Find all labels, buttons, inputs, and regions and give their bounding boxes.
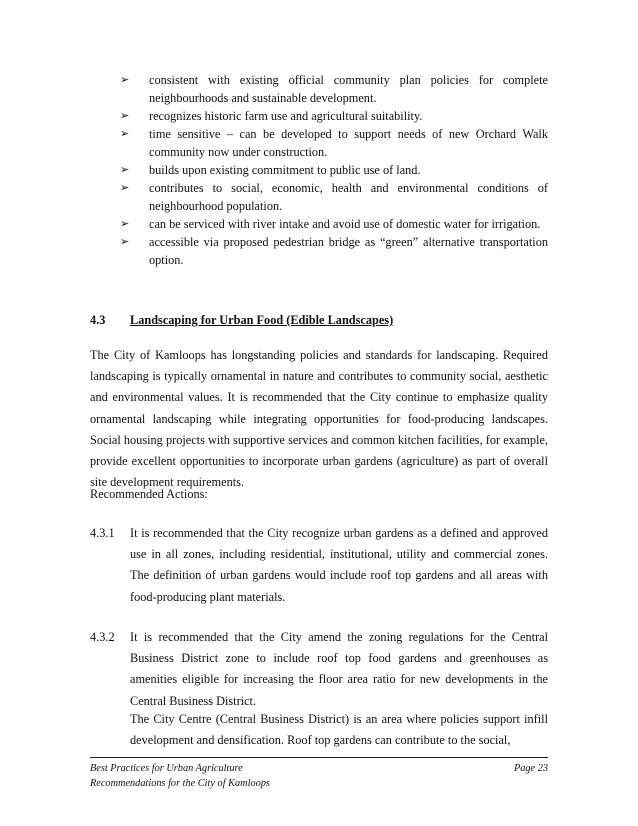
bullet-list: [120, 71, 548, 269]
recommended-actions-label: Recommended Actions:: [90, 487, 208, 501]
section-heading: [90, 311, 550, 329]
intro-paragraph: The City of Kamloops has longstanding policies and standards for landscaping. Required landscaping is typically ornamental in nature and contributes to community social, aesthetic and environmental values. It is recommended that the City continue to emphasize quality ornamental landscaping while integrating opportunities for food-producing landscapes. Social housing projects with supportive services and common kitchen facilities, for example, provide excellent opportunities to incorporate urban gardens (agriculture) as part of overall site development requirements.: [90, 348, 548, 490]
action-number: 4.3.1: [90, 526, 115, 540]
bullet-item: [120, 71, 548, 107]
bullet-item: [120, 215, 548, 233]
arrow-bullet-icon: ➢: [120, 163, 130, 176]
bullet-item: [120, 161, 548, 179]
bullet-item: [120, 233, 548, 269]
arrow-bullet-icon: ➢: [120, 181, 130, 194]
action-item: [90, 523, 548, 608]
bullet-text: builds upon existing commitment to public use of land.: [149, 163, 421, 177]
arrow-bullet-icon: ➢: [120, 127, 130, 140]
section-title: Landscaping for Urban Food (Edible Landscapes): [130, 313, 394, 327]
action-item: [90, 627, 548, 712]
action-number: 4.3.2: [90, 630, 115, 644]
bullet-text: contributes to social, economic, health and environmental conditions of neighbourhood population.: [149, 181, 548, 213]
page-footer: [90, 761, 548, 791]
bullet-item: [120, 179, 548, 215]
arrow-bullet-icon: ➢: [120, 109, 130, 122]
action-text: It is recommended that the City recognize urban gardens as a defined and approved use in all zones, including residential, institutional, utility and commercial zones. The definition of urban gardens would include roof top gardens and all areas with food-producing plant materials.: [130, 526, 548, 604]
bullet-text: time sensitive – can be developed to support needs of new Orchard Walk community now under construction.: [149, 127, 548, 159]
bullet-text: accessible via proposed pedestrian bridge as “green” alternative transportation option.: [149, 235, 548, 267]
page-number: Page 23: [513, 763, 548, 774]
action-text: It is recommended that the City amend the zoning regulations for the Central Business District zone to include roof top food gardens and greenhouses as amenities eligible for increasing the floor area ratio for new developments in the Central Business District.: [130, 630, 548, 708]
bullet-item: [120, 107, 548, 125]
bullet-item: [120, 125, 548, 161]
followup-paragraph: The City Centre (Central Business District) is an area where policies support infill development and densification. Roof top gardens can contribute to the social,: [130, 712, 548, 748]
footer-divider: [90, 757, 548, 758]
bullet-text: recognizes historic farm use and agricultural suitability.: [149, 109, 423, 123]
bullet-text: can be serviced with river intake and avoid use of domestic water for irrigation.: [149, 217, 541, 231]
footer-subtitle: Recommendations for the City of Kamloops: [90, 778, 270, 789]
section-number: 4.3: [90, 313, 106, 327]
arrow-bullet-icon: ➢: [120, 73, 130, 86]
arrow-bullet-icon: ➢: [120, 235, 130, 248]
bullet-text: consistent with existing official community plan policies for complete neighbourhoods and sustainable development.: [149, 73, 548, 105]
arrow-bullet-icon: ➢: [120, 217, 130, 230]
footer-title: Best Practices for Urban Agriculture: [90, 763, 243, 774]
